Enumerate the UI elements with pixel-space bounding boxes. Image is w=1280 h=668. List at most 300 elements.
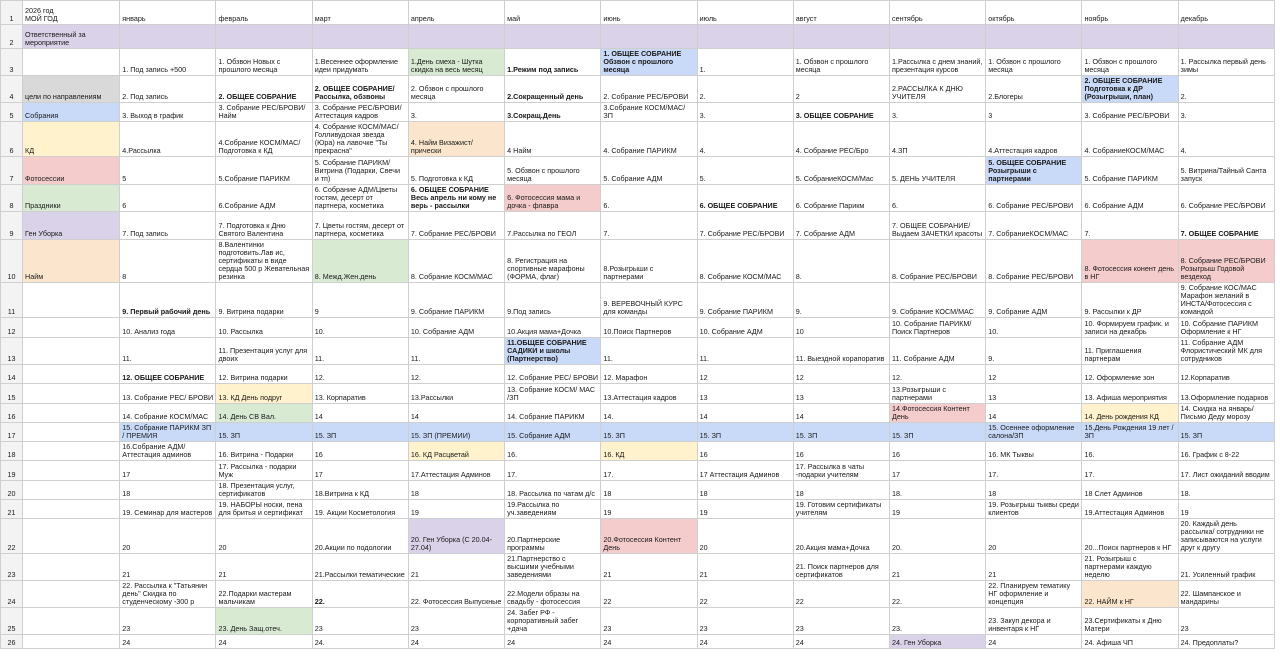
day-cell[interactable]: 10. Собрание АДМ — [697, 318, 793, 338]
day-cell[interactable]: 21 — [697, 554, 793, 581]
day-cell[interactable]: 24. Забег РФ - корпоративный забег +дача — [505, 608, 601, 635]
category-cell[interactable] — [23, 49, 120, 76]
day-cell[interactable]: 12. Марафон — [601, 365, 697, 384]
day-cell[interactable]: 3. ОБЩЕЕ СОБРАНИЕ — [793, 103, 889, 122]
day-cell[interactable]: 19. Семинар для мастеров — [120, 500, 216, 519]
day-cell[interactable]: 12. — [890, 365, 986, 384]
month-header[interactable]: март — [312, 1, 408, 25]
day-cell[interactable]: 18 — [793, 481, 889, 500]
day-cell[interactable]: 19.Рассылка по уч.заведениям — [505, 500, 601, 519]
month-header[interactable]: август — [793, 1, 889, 25]
day-cell[interactable]: 12 — [986, 365, 1082, 384]
day-cell[interactable]: 14 — [312, 404, 408, 423]
day-cell[interactable]: 3. — [697, 103, 793, 122]
day-cell[interactable]: 18. — [890, 481, 986, 500]
day-cell[interactable]: 24 — [505, 635, 601, 649]
day-cell[interactable]: 5. Собрание АДМ — [601, 157, 697, 185]
day-cell[interactable]: 23.Сертификаты к Дню Матери — [1082, 608, 1178, 635]
day-cell[interactable]: 19. Розыгрыш тыквы среди клиентов — [986, 500, 1082, 519]
day-cell[interactable]: 3. — [408, 103, 504, 122]
day-cell[interactable]: 12. — [312, 365, 408, 384]
day-cell[interactable] — [1178, 25, 1274, 49]
category-cell[interactable] — [23, 608, 120, 635]
category-cell[interactable]: КД — [23, 122, 120, 157]
day-cell[interactable]: 1.День смеха - Шутка скидка на весь месяц — [408, 49, 504, 76]
day-cell[interactable]: 10. Собрание ПАРИКМ Оформление к НГ — [1178, 318, 1274, 338]
day-cell[interactable]: 10.Поиск Партнеров — [601, 318, 697, 338]
day-cell[interactable]: 22. Шампанское и мандарины — [1178, 581, 1274, 608]
day-cell[interactable]: 10. Рассылка — [216, 318, 312, 338]
month-header[interactable]: апрель — [408, 1, 504, 25]
day-cell[interactable]: 18 — [697, 481, 793, 500]
day-cell[interactable]: 21 — [890, 554, 986, 581]
day-cell[interactable]: 2 — [793, 76, 889, 103]
day-cell[interactable]: 23 — [793, 608, 889, 635]
day-cell[interactable]: 20 — [697, 519, 793, 554]
day-cell[interactable]: 1. Рассылка первый день зимы — [1178, 49, 1274, 76]
day-cell[interactable]: 3. Собрание РЕС/БРОВИ/ Найм — [216, 103, 312, 122]
category-cell[interactable] — [23, 338, 120, 365]
category-cell[interactable] — [23, 365, 120, 384]
day-cell[interactable]: 7. — [1082, 212, 1178, 240]
day-cell[interactable]: 23 — [120, 608, 216, 635]
day-cell[interactable]: 7. ОБЩЕЕ СОБРАНИЕ — [1178, 212, 1274, 240]
day-cell[interactable]: 13 — [793, 384, 889, 404]
day-cell[interactable]: 16 — [793, 442, 889, 461]
day-cell[interactable]: 2. Собрание РЕС/БРОВИ — [601, 76, 697, 103]
day-cell[interactable]: 5. Подготовка к КД — [408, 157, 504, 185]
day-cell[interactable]: 13. Собрание КОСМ/ МАС /ЗП — [505, 384, 601, 404]
day-cell[interactable]: 17.Аттестация Админов — [408, 461, 504, 481]
day-cell[interactable]: 7. Под запись — [120, 212, 216, 240]
day-cell[interactable]: 8. Регистрация на спортивные марафоны (ФОРМА, флаг) — [505, 240, 601, 283]
day-cell[interactable]: 1. — [697, 49, 793, 76]
year-title-cell[interactable] — [23, 1, 120, 25]
day-cell[interactable]: 14.Фотосессия Контент День — [890, 404, 986, 423]
day-cell[interactable]: 13.Аттестация кадров — [601, 384, 697, 404]
day-cell[interactable]: 22. Рассылка к "Татьянин день" Скидка по студенческому -300 р — [120, 581, 216, 608]
day-cell[interactable]: 23 — [312, 608, 408, 635]
day-cell[interactable]: 24 — [793, 635, 889, 649]
day-cell[interactable]: 8.Розыгрыши с партнерами — [601, 240, 697, 283]
day-cell[interactable]: 8 — [120, 240, 216, 283]
day-cell[interactable]: 4.Собрание КОСМ/МАС/ Подготовка к КД — [216, 122, 312, 157]
day-cell[interactable]: 9 — [312, 283, 408, 318]
day-cell[interactable]: 24 — [986, 635, 1082, 649]
day-cell[interactable]: 11. Собрание АДМ Флористический МК для сотрудников — [1178, 338, 1274, 365]
day-cell[interactable]: 16. График с 8-22 — [1178, 442, 1274, 461]
category-cell[interactable] — [23, 481, 120, 500]
day-cell[interactable]: 17. Рассылка в чаты -подарки учителям — [793, 461, 889, 481]
day-cell[interactable]: 6. Собрание АДМ/Цветы гостям, десерт от партнера, косметика — [312, 185, 408, 212]
day-cell[interactable]: 17. Рассылка - подарки Муж — [216, 461, 312, 481]
day-cell[interactable]: 22.Подарки мастерам мальчикам — [216, 581, 312, 608]
day-cell[interactable]: 15.День Рождения 19 лет /ЗП — [1082, 423, 1178, 442]
day-cell[interactable]: 21 — [120, 554, 216, 581]
day-cell[interactable]: 22. Планируем тематику НГ оформление и концепция — [986, 581, 1082, 608]
day-cell[interactable]: 2. — [697, 76, 793, 103]
day-cell[interactable]: 5. — [697, 157, 793, 185]
day-cell[interactable]: 9. Собрание ПАРИКМ — [697, 283, 793, 318]
day-cell[interactable]: 11.ОБЩЕЕ СОБРАНИЕ САДИКИ и школы (Партнерство) — [505, 338, 601, 365]
day-cell[interactable]: 5. СобраниеКОСМ/Мас — [793, 157, 889, 185]
day-cell[interactable]: 14. — [601, 404, 697, 423]
day-cell[interactable]: 14. Собрание ПАРИКМ — [505, 404, 601, 423]
month-header[interactable]: декабрь — [1178, 1, 1274, 25]
day-cell[interactable]: 18. Презентация услуг, сертификатов — [216, 481, 312, 500]
day-cell[interactable]: 4. Собрание КОСМ/МАС/ Голливудская звезда (Юра) на лавочке "Ты прекрасна" — [312, 122, 408, 157]
day-cell[interactable]: 8. Собрание КОСМ/МАС — [408, 240, 504, 283]
day-cell[interactable]: 24. Афиша ЧП — [1082, 635, 1178, 649]
day-cell[interactable]: 11. — [601, 338, 697, 365]
day-cell[interactable]: 9. Собрание КОСМ/МАС — [890, 283, 986, 318]
day-cell[interactable]: 12. Собрание РЕС/ БРОВИ — [505, 365, 601, 384]
day-cell[interactable]: 14 — [408, 404, 504, 423]
day-cell[interactable]: 21 — [986, 554, 1082, 581]
day-cell[interactable]: 15. ЗП — [793, 423, 889, 442]
day-cell[interactable]: 16.Собрание АДМ/ Аттестация админов — [120, 442, 216, 461]
day-cell[interactable]: 16. КД — [601, 442, 697, 461]
day-cell[interactable]: 6. — [601, 185, 697, 212]
month-header[interactable]: январь — [120, 1, 216, 25]
day-cell[interactable]: 2. Под запись — [120, 76, 216, 103]
day-cell[interactable]: 13.Розыгрыши с партнерами — [890, 384, 986, 404]
day-cell[interactable]: 3. Выход в график — [120, 103, 216, 122]
day-cell[interactable]: 22. НАЙМ к НГ — [1082, 581, 1178, 608]
day-cell[interactable]: 3.Собрание КОСМ/МАС/ ЗП — [601, 103, 697, 122]
day-cell[interactable]: 5. Витрина/Тайный Санта запуск — [1178, 157, 1274, 185]
day-cell[interactable]: 17. — [986, 461, 1082, 481]
day-cell[interactable] — [408, 25, 504, 49]
day-cell[interactable]: 24 — [408, 635, 504, 649]
day-cell[interactable]: 3. — [1178, 103, 1274, 122]
day-cell[interactable]: 4. Собрание РЕС/Бро — [793, 122, 889, 157]
day-cell[interactable] — [697, 25, 793, 49]
day-cell[interactable]: 6. — [890, 185, 986, 212]
day-cell[interactable]: 3 — [986, 103, 1082, 122]
day-cell[interactable]: 3. Собрание РЕС/БРОВИ/ Аттестация кадров — [312, 103, 408, 122]
day-cell[interactable]: 21.Партнерство с высшими учебными заведениями — [505, 554, 601, 581]
day-cell[interactable]: 23 — [408, 608, 504, 635]
day-cell[interactable]: 20...Поиск партнеров к НГ — [1082, 519, 1178, 554]
day-cell[interactable]: 1.Режим под запись — [505, 49, 601, 76]
day-cell[interactable]: 2.РАССЫЛКА К ДНЮ УЧИТЕЛЯ — [890, 76, 986, 103]
day-cell[interactable]: 20.Акция мама+Дочка — [793, 519, 889, 554]
day-cell[interactable]: 17 — [120, 461, 216, 481]
day-cell[interactable]: 8.Валентинки подготовить.Лав ис, сертификаты в виде сердца 500 р Жевательная резинка — [216, 240, 312, 283]
day-cell[interactable]: 1. Обзвон с прошлого месяца — [986, 49, 1082, 76]
day-cell[interactable] — [216, 25, 312, 49]
day-cell[interactable]: 4. Найм Визажист/ прически — [408, 122, 504, 157]
day-cell[interactable]: 10. — [312, 318, 408, 338]
day-cell[interactable]: 14. День СВ Вал. — [216, 404, 312, 423]
day-cell[interactable]: 5. Обзвон с прошлого месяца — [505, 157, 601, 185]
day-cell[interactable]: 17. — [601, 461, 697, 481]
day-cell[interactable]: 9. — [793, 283, 889, 318]
day-cell[interactable]: 13 — [697, 384, 793, 404]
day-cell[interactable]: 23. День Защ.отеч. — [216, 608, 312, 635]
month-header[interactable]: февраль — [216, 1, 312, 25]
day-cell[interactable]: 5. ОБЩЕЕ СОБРАНИЕ Розыгрыши с партнерами — [986, 157, 1082, 185]
day-cell[interactable]: 15. ЗП — [312, 423, 408, 442]
day-cell[interactable]: 7. Подготовка к Дню Святого Валентина — [216, 212, 312, 240]
day-cell[interactable]: 8. Собрание РЕС/БРОВИ — [986, 240, 1082, 283]
day-cell[interactable]: 16. — [505, 442, 601, 461]
day-cell[interactable]: 17. — [505, 461, 601, 481]
day-cell[interactable]: 4.Рассылка — [120, 122, 216, 157]
day-cell[interactable]: 2. Обзвон с прошлого месяца — [408, 76, 504, 103]
day-cell[interactable]: 24. — [312, 635, 408, 649]
day-cell[interactable]: 15. Осеннее оформление салона/ЗП — [986, 423, 1082, 442]
day-cell[interactable]: 22. — [890, 581, 986, 608]
day-cell[interactable]: 9.Под запись — [505, 283, 601, 318]
day-cell[interactable]: 3.Сокращ.День — [505, 103, 601, 122]
day-cell[interactable]: 22 — [697, 581, 793, 608]
day-cell[interactable]: 12. — [408, 365, 504, 384]
day-cell[interactable]: 22. Фотосессия Выпускные — [408, 581, 504, 608]
category-cell[interactable] — [23, 461, 120, 481]
day-cell[interactable]: 16. КД Расцветай — [408, 442, 504, 461]
day-cell[interactable]: 16 — [312, 442, 408, 461]
category-cell[interactable]: Фотосессии — [23, 157, 120, 185]
day-cell[interactable]: 4 Найм — [505, 122, 601, 157]
day-cell[interactable]: 15. ЗП (ПРЕМИИ) — [408, 423, 504, 442]
day-cell[interactable]: 10. Собрание АДМ — [408, 318, 504, 338]
day-cell[interactable]: 15. ЗП — [601, 423, 697, 442]
day-cell[interactable]: 20.Партнерские программы — [505, 519, 601, 554]
day-cell[interactable]: 23. — [890, 608, 986, 635]
day-cell[interactable]: 2. ОБЩЕЕ СОБРАНИЕ Подготовка к ДР (Розыгрыши, план) — [1082, 76, 1178, 103]
day-cell[interactable] — [120, 25, 216, 49]
day-cell[interactable]: 18 Слет Админов — [1082, 481, 1178, 500]
day-cell[interactable]: 4.ЗП — [890, 122, 986, 157]
day-cell[interactable]: 12 — [793, 365, 889, 384]
day-cell[interactable]: 1. Под запись +500 — [120, 49, 216, 76]
day-cell[interactable]: 24 — [601, 635, 697, 649]
day-cell[interactable]: 24. Предоплаты? — [1178, 635, 1274, 649]
day-cell[interactable]: 22.Модели образы на свадьбу - фотосессия — [505, 581, 601, 608]
category-cell[interactable] — [23, 318, 120, 338]
day-cell[interactable]: 9. Собрание ПАРИКМ — [408, 283, 504, 318]
day-cell[interactable]: 8. — [793, 240, 889, 283]
day-cell[interactable]: 6.Собрание АДМ — [216, 185, 312, 212]
day-cell[interactable]: 23 — [1178, 608, 1274, 635]
day-cell[interactable]: 12. Витрина подарки — [216, 365, 312, 384]
category-cell[interactable] — [23, 283, 120, 318]
day-cell[interactable]: 6. Собрание АДМ — [1082, 185, 1178, 212]
day-cell[interactable]: 12.Корпаратив — [1178, 365, 1274, 384]
day-cell[interactable]: 8. Собрание РЕС/БРОВИ — [890, 240, 986, 283]
day-cell[interactable]: 15. ЗП — [890, 423, 986, 442]
category-cell[interactable] — [23, 581, 120, 608]
day-cell[interactable]: 20. Ген Уборка (С 20.04-27.04) — [408, 519, 504, 554]
day-cell[interactable]: 17 Аттестация Админов — [697, 461, 793, 481]
day-cell[interactable]: 11. — [408, 338, 504, 365]
day-cell[interactable]: 20.Фотосессия Контент День — [601, 519, 697, 554]
day-cell[interactable]: 4. Собрание ПАРИКМ — [601, 122, 697, 157]
day-cell[interactable]: 2.Блогеры — [986, 76, 1082, 103]
category-cell[interactable]: Ген Уборка — [23, 212, 120, 240]
day-cell[interactable]: 19 — [601, 500, 697, 519]
category-cell[interactable]: Собрания — [23, 103, 120, 122]
day-cell[interactable]: 21. Поиск партнеров для сертификатов — [793, 554, 889, 581]
day-cell[interactable]: 15. ЗП — [697, 423, 793, 442]
day-cell[interactable]: 11. Приглашения партнерам — [1082, 338, 1178, 365]
day-cell[interactable]: 9. — [986, 338, 1082, 365]
day-cell[interactable]: 5. ДЕНЬ УЧИТЕЛЯ — [890, 157, 986, 185]
day-cell[interactable]: 7. — [601, 212, 697, 240]
day-cell[interactable]: 17. — [1082, 461, 1178, 481]
day-cell[interactable]: 19. Готовим сертификаты учителям — [793, 500, 889, 519]
month-header[interactable]: июнь — [601, 1, 697, 25]
category-cell[interactable] — [23, 423, 120, 442]
day-cell[interactable]: 19 — [408, 500, 504, 519]
day-cell[interactable]: 7. Собрание АДМ — [793, 212, 889, 240]
category-cell[interactable]: цели по направлениям — [23, 76, 120, 103]
day-cell[interactable]: 19.Аттестация Админов — [1082, 500, 1178, 519]
day-cell[interactable] — [312, 25, 408, 49]
day-cell[interactable]: 15. Собрание ПАРИКМ ЗП / ПРЕМИЯ — [120, 423, 216, 442]
month-header[interactable]: сентябрь — [890, 1, 986, 25]
day-cell[interactable]: 1. ОБЩЕЕ СОБРАНИЕ Обзвон с прошлого месяца — [601, 49, 697, 76]
day-cell[interactable]: 4.Аттестация кадров — [986, 122, 1082, 157]
day-cell[interactable]: 20. — [890, 519, 986, 554]
day-cell[interactable]: 18.Витрина к КД — [312, 481, 408, 500]
month-header[interactable]: май — [505, 1, 601, 25]
day-cell[interactable] — [890, 25, 986, 49]
day-cell[interactable]: 3. Собрание РЕС/БРОВИ — [1082, 103, 1178, 122]
day-cell[interactable]: 20. Каждый день рассылка/ сотрудники не записываются на услуги друг к другу — [1178, 519, 1274, 554]
category-cell[interactable] — [23, 554, 120, 581]
day-cell[interactable]: 23. Закуп декора и инвентаря к НГ — [986, 608, 1082, 635]
day-cell[interactable]: 11. — [312, 338, 408, 365]
day-cell[interactable]: 19 — [1178, 500, 1274, 519]
day-cell[interactable]: 12. ОБЩЕЕ СОБРАНИЕ — [120, 365, 216, 384]
day-cell[interactable]: 3. — [890, 103, 986, 122]
day-cell[interactable]: 7.Рассылка по ГЕОЛ — [505, 212, 601, 240]
day-cell[interactable]: 11. — [120, 338, 216, 365]
day-cell[interactable]: 20 — [120, 519, 216, 554]
day-cell[interactable]: 20 — [216, 519, 312, 554]
day-cell[interactable]: 21. Усиленный график — [1178, 554, 1274, 581]
category-cell[interactable] — [23, 635, 120, 649]
day-cell[interactable]: 11. Собрание АДМ — [890, 338, 986, 365]
month-header[interactable]: ноябрь — [1082, 1, 1178, 25]
day-cell[interactable]: 18 — [408, 481, 504, 500]
day-cell[interactable]: 1.Весеннее оформление идеи придумать — [312, 49, 408, 76]
day-cell[interactable]: 15. ЗП — [1178, 423, 1274, 442]
day-cell[interactable]: 18. Рассылка по чатам д/с — [505, 481, 601, 500]
day-cell[interactable]: 15. Собрание АДМ — [505, 423, 601, 442]
day-cell[interactable]: 10. Анализ года — [120, 318, 216, 338]
day-cell[interactable]: 14 — [793, 404, 889, 423]
day-cell[interactable]: 7. СобраниеКОСМ/МАС — [986, 212, 1082, 240]
day-cell[interactable]: 24 — [216, 635, 312, 649]
day-cell[interactable]: 10. Формируем график. и записи на декабрь — [1082, 318, 1178, 338]
day-cell[interactable]: 10 — [793, 318, 889, 338]
day-cell[interactable]: 1. Обзвон с прошлого месяца — [1082, 49, 1178, 76]
day-cell[interactable]: 13 — [986, 384, 1082, 404]
day-cell[interactable]: 14 — [697, 404, 793, 423]
day-cell[interactable]: 6. Фотосессия мама и дочка - флавра — [505, 185, 601, 212]
day-cell[interactable] — [601, 25, 697, 49]
category-cell[interactable] — [23, 404, 120, 423]
category-cell[interactable]: Найм — [23, 240, 120, 283]
day-cell[interactable]: 19. НАБОРЫ носки, пена для бритья и сертификат — [216, 500, 312, 519]
day-cell[interactable]: 6. Собрание РЕС/БРОВИ — [1178, 185, 1274, 212]
day-cell[interactable]: 17. Лист ожиданий вводим — [1178, 461, 1274, 481]
day-cell[interactable]: 8. Собрание КОСМ/МАС — [697, 240, 793, 283]
category-cell[interactable]: Праздники — [23, 185, 120, 212]
day-cell[interactable]: 24 — [697, 635, 793, 649]
category-cell[interactable]: Ответственный за мероприятие — [23, 25, 120, 49]
day-cell[interactable]: 7. Собрание РЕС/БРОВИ — [408, 212, 504, 240]
day-cell[interactable]: 19. Акции Косметология — [312, 500, 408, 519]
day-cell[interactable]: 1. Обзвон с прошлого месяца — [793, 49, 889, 76]
category-cell[interactable] — [23, 519, 120, 554]
day-cell[interactable]: 14. День рождения КД — [1082, 404, 1178, 423]
day-cell[interactable]: 19 — [890, 500, 986, 519]
day-cell[interactable]: 21 — [601, 554, 697, 581]
day-cell[interactable]: 9. Витрина подарки — [216, 283, 312, 318]
day-cell[interactable]: 6. Собрание Парикм — [793, 185, 889, 212]
day-cell[interactable]: 13. Корпаратив — [312, 384, 408, 404]
day-cell[interactable]: 12 — [697, 365, 793, 384]
day-cell[interactable]: 24. Ген Уборка — [890, 635, 986, 649]
day-cell[interactable]: 14 — [986, 404, 1082, 423]
day-cell[interactable]: 21.Рассылки тематические — [312, 554, 408, 581]
day-cell[interactable]: 15. ЗП — [216, 423, 312, 442]
day-cell[interactable]: 1. Обзвон Новых с прошлого месяца — [216, 49, 312, 76]
day-cell[interactable]: 2. — [1178, 76, 1274, 103]
day-cell[interactable]: 23 — [601, 608, 697, 635]
day-cell[interactable]: 21. Розыгрыш с партнерами каждую неделю — [1082, 554, 1178, 581]
day-cell[interactable]: 20.Акции по подологии — [312, 519, 408, 554]
day-cell[interactable]: 10. Собрание ПАРИКМ/ Поиск Партнеров — [890, 318, 986, 338]
day-cell[interactable]: 9. ВЕРЕВОЧНЫЙ КУРС для команды — [601, 283, 697, 318]
day-cell[interactable]: 11. Презентация услуг для двоих — [216, 338, 312, 365]
category-cell[interactable] — [23, 384, 120, 404]
day-cell[interactable]: 16 — [697, 442, 793, 461]
day-cell[interactable]: 8. Фотосессия конент день в НГ — [1082, 240, 1178, 283]
day-cell[interactable] — [793, 25, 889, 49]
day-cell[interactable]: 23 — [697, 608, 793, 635]
day-cell[interactable]: 22 — [601, 581, 697, 608]
day-cell[interactable]: 11. Выездной корапоратив — [793, 338, 889, 365]
day-cell[interactable]: 18 — [601, 481, 697, 500]
day-cell[interactable] — [505, 25, 601, 49]
day-cell[interactable]: 9. Собрание КОС/МАС Марафон желаний в ИНСТА/Фотосессия с командой — [1178, 283, 1274, 318]
day-cell[interactable]: 13. Собрание РЕС/ БРОВИ — [120, 384, 216, 404]
day-cell[interactable]: 4. — [1178, 122, 1274, 157]
day-cell[interactable]: 9. Собрание АДМ — [986, 283, 1082, 318]
day-cell[interactable]: 8. Собрание РЕС/БРОВИ Розыгрыш Годовой вездеход — [1178, 240, 1274, 283]
day-cell[interactable]: 6. ОБЩЕЕ СОБРАНИЕ Весь апрель ни кому не верь - рассылки — [408, 185, 504, 212]
day-cell[interactable]: 18 — [120, 481, 216, 500]
day-cell[interactable]: 4. СобраниеКОСМ/МАС — [1082, 122, 1178, 157]
day-cell[interactable]: 2.Сокращенный день — [505, 76, 601, 103]
day-cell[interactable]: 16. Витрина - Подарки — [216, 442, 312, 461]
day-cell[interactable]: 16 — [890, 442, 986, 461]
day-cell[interactable]: 5. Собрание ПАРИКМ — [1082, 157, 1178, 185]
day-cell[interactable]: 6. ОБЩЕЕ СОБРАНИЕ — [697, 185, 793, 212]
day-cell[interactable]: 10. — [986, 318, 1082, 338]
day-cell[interactable]: 21 — [216, 554, 312, 581]
day-cell[interactable]: 1.Рассылка с днем знаний, презентация курсов — [890, 49, 986, 76]
day-cell[interactable]: 10.Акция мама+Дочка — [505, 318, 601, 338]
day-cell[interactable]: 8. Межд.Жен.день — [312, 240, 408, 283]
day-cell[interactable]: 17 — [312, 461, 408, 481]
